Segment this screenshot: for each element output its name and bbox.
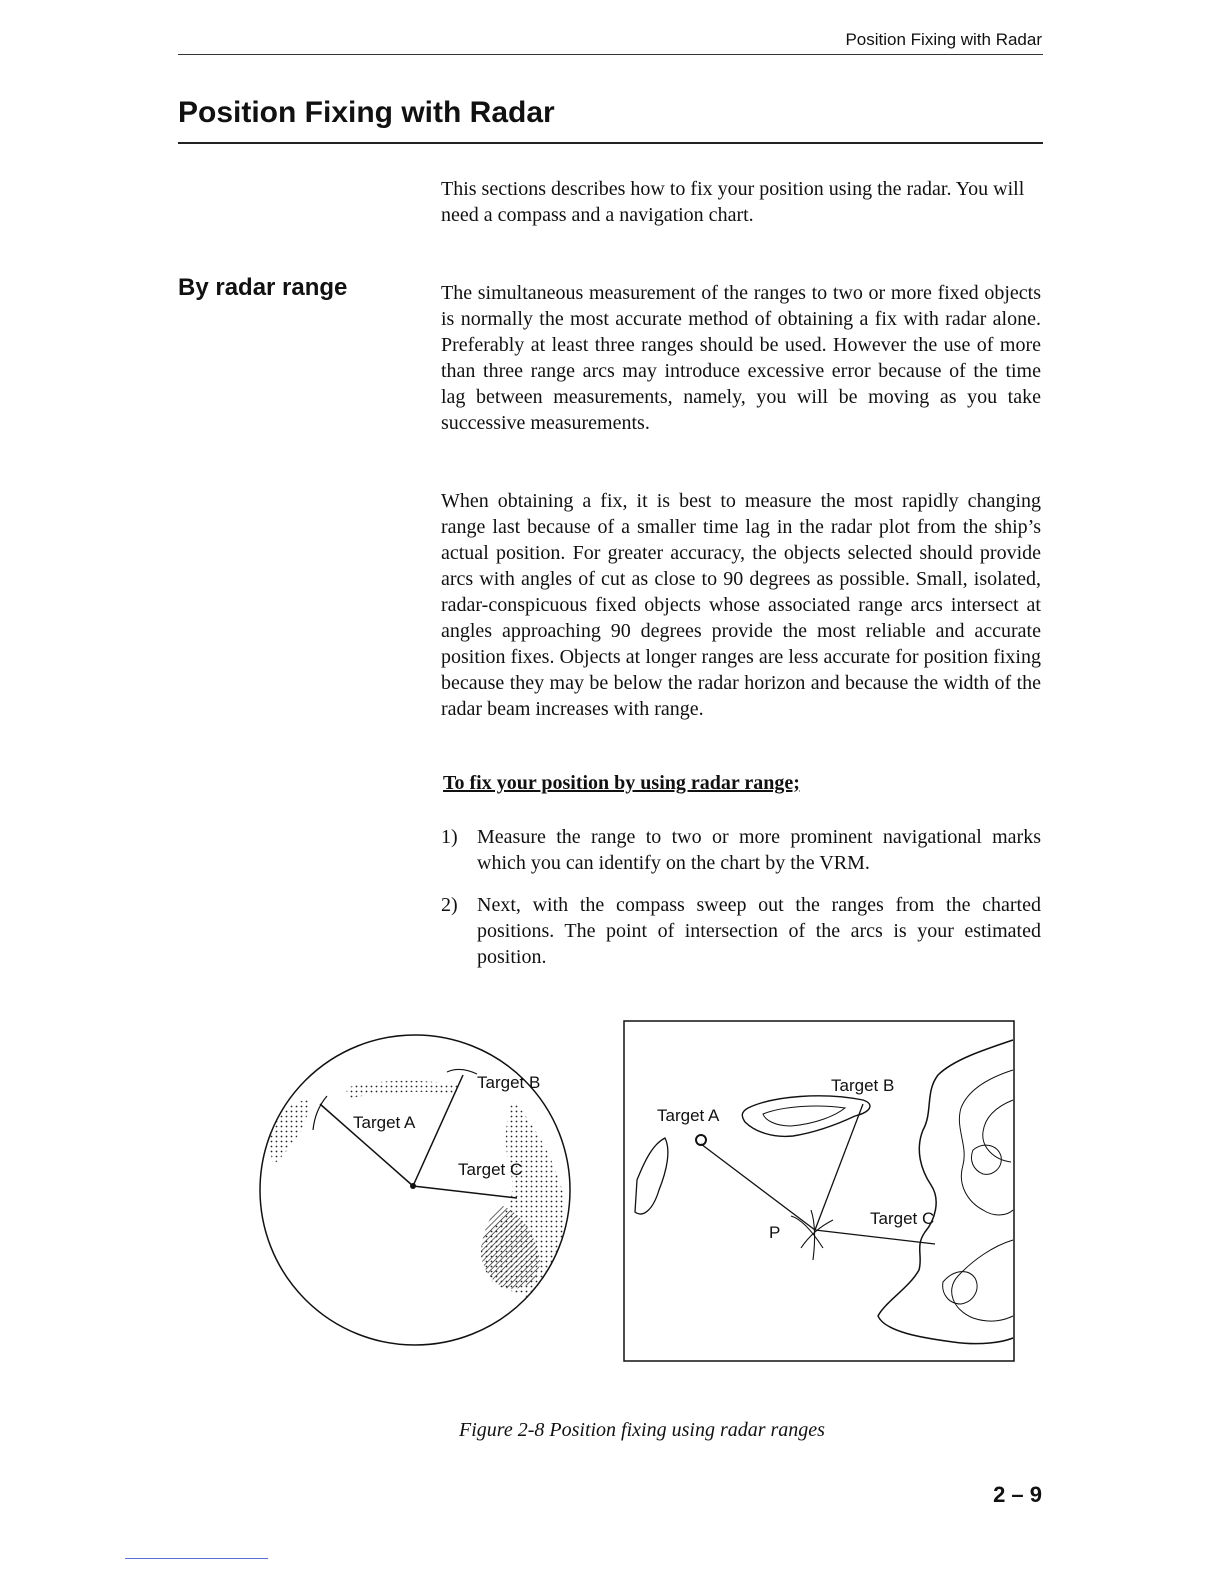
own-ship-point [410, 1183, 416, 1189]
procedure-step [441, 892, 1041, 970]
navigation-chart-figure [623, 1020, 1015, 1362]
procedure-steps [441, 824, 1041, 986]
range-line-c [413, 1186, 517, 1198]
section-heading: By radar range [178, 274, 348, 301]
section-paragraph-2 [441, 488, 1041, 722]
paragraph-text: When obtaining a fix, it is best to measure the most rapidly changing range last because of a smaller time lag in the radar plot from the ship’s actual position. For greater accuracy, the objects selected should provide arcs with angles of cut as close to 90 degrees as possible. Small, isolated, radar-conspicuous fixed objects whose associated range arcs intersect at angles approaching 90 degrees provide the most reliable and accurate position fixes. Objects at longer ranges are less accurate for position fixing because they may be below the radar horizon and because the width of the radar beam increases with range. [441, 490, 1041, 720]
step-number: 2) [441, 894, 458, 916]
step-number: 1) [441, 826, 458, 848]
procedure-step [441, 824, 1041, 876]
radar-label-target-a: Target A [353, 1113, 416, 1132]
procedure-heading: To fix your position by using radar range; [443, 772, 800, 794]
range-arc-b [447, 1069, 477, 1074]
radar-echo-left [265, 1100, 310, 1165]
range-arc-a [313, 1096, 327, 1130]
intro-paragraph [441, 176, 1041, 228]
radar-display-figure [255, 1030, 575, 1350]
radar-label-target-c: Target C [458, 1160, 523, 1179]
paragraph-text: The simultaneous measurement of the ranges to two or more fixed objects is normally the most accurate method of obtaining a fix with radar alone. Preferably at least three ranges should be used. However the use of more than three range arcs may introduce excessive error because of the time lag between measurements, namely, you will be moving as you take successive measurements. [441, 282, 1041, 434]
chart-label-target-b: Target B [831, 1076, 895, 1095]
running-header: Position Fixing with Radar [845, 30, 1042, 49]
page-title: Position Fixing with Radar [178, 96, 555, 129]
chart-label-position-p: P [769, 1223, 781, 1242]
page-number: 2 – 9 [993, 1482, 1042, 1507]
chart-label-target-a: Target A [657, 1106, 720, 1125]
radar-label-target-b: Target B [477, 1073, 541, 1092]
chart-frame [624, 1021, 1014, 1361]
chart-label-target-c: Target C [870, 1209, 935, 1228]
step-text: Next, with the compass sweep out the ranges from the charted positions. The point of intersection of the arcs is your estimated position. [477, 894, 1041, 968]
figure-caption: Figure 2-8 Position fixing using radar ranges [459, 1419, 825, 1441]
radar-echo-island [345, 1081, 460, 1098]
step-text: Measure the range to two or more prominent navigational marks which you can identify on the chart by the VRM. [477, 826, 1041, 874]
footer-rule [125, 1558, 268, 1559]
header-rule [178, 54, 1043, 55]
section-paragraph-1 [441, 280, 1041, 436]
intro-text: This sections describes how to fix your position using the radar. You will need a compass and a navigation chart. [441, 178, 1025, 226]
title-rule [178, 142, 1043, 144]
